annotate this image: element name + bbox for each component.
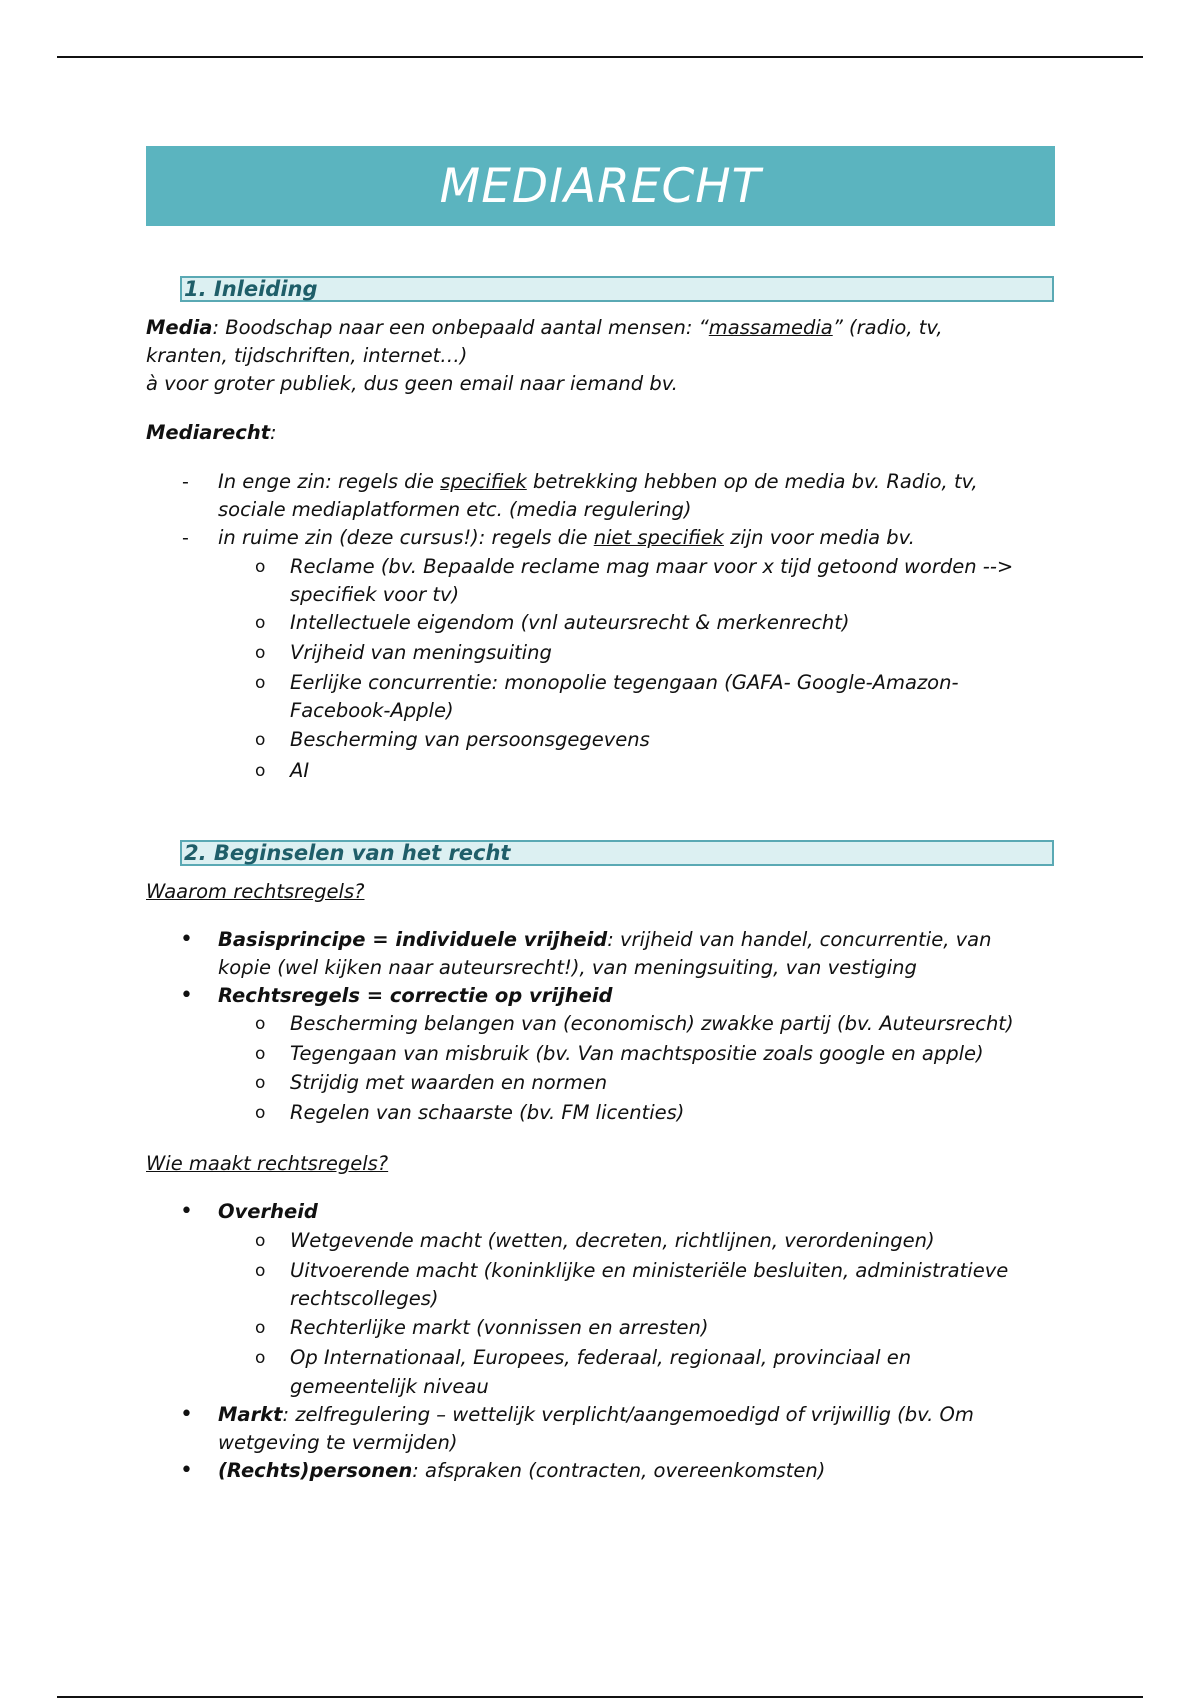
title-banner [146,146,1055,226]
rules-item: Strijdig met waarden en normen [290,1071,608,1094]
markt-item: Markt: zelfregulering – wettelijk verplicht/aangemoedigd of vrijwillig (bv. Om [218,1403,974,1426]
dash-marker: - [182,527,189,549]
who-heading: Wie maakt rechtsregels? [146,1152,389,1175]
mediarecht-term: Mediarecht: [146,421,277,444]
document-title: MEDIARECHT [439,158,762,214]
personen-item: (Rechts)personen: afspraken (contracten, overeenkomsten) [218,1459,826,1482]
section-heading-beginselen: 2. Beginselen van het recht [180,840,1054,866]
rules-item: Regelen van schaarste (bv. FM licenties) [290,1101,685,1124]
bullet-marker: • [180,1199,193,1224]
bullet-marker: • [180,1458,193,1483]
overheid-item: Wetgevende macht (wetten, decreten, richtlijnen, verordeningen) [290,1229,935,1252]
media-definition: Media: Boodschap naar een onbepaald aantal mensen: “massamedia” (radio, tv, [146,316,943,339]
sub-item: Reclame (bv. Bepaalde reclame mag maar voor x tijd getoond worden --> [290,555,1014,578]
narrow-definition: In enge zin: regels die specifiek betrekking hebben op de media bv. Radio, tv, [218,470,978,493]
sub-item-cont: Facebook-Apple) [290,699,454,722]
basis-principle: Basisprincipe = individuele vrijheid: vrijheid van handel, concurrentie, van [218,928,992,951]
circle-marker: o [255,673,266,693]
circle-marker: o [255,761,266,781]
bullet-marker: • [180,983,193,1008]
sub-item: Intellectuele eigendom (vnl auteursrecht & merkenrecht) [290,611,850,634]
bullet-marker: • [180,1402,193,1427]
sub-item: Bescherming van persoonsgegevens [290,728,650,751]
circle-marker: o [255,1073,266,1093]
circle-marker: o [255,1014,266,1034]
basis-principle-line2: kopie (wel kijken naar auteursrecht!), van meningsuiting, van vestiging [218,956,917,979]
overheid-term: Overheid [218,1200,318,1223]
sub-item-cont: specifiek voor tv) [290,583,460,606]
circle-marker: o [255,1318,266,1338]
circle-marker: o [255,1103,266,1123]
narrow-definition-line2: sociale mediaplatformen etc. (media regulering) [218,498,692,521]
header-rule [57,56,1143,58]
overheid-item: Op Internationaal, Europees, federaal, regionaal, provinciaal en [290,1346,912,1369]
bullet-marker: • [180,927,193,952]
overheid-item: Uitvoerende macht (koninklijke en ministeriële besluiten, administratieve [290,1259,1009,1282]
media-definition-line2: kranten, tijdschriften, internet…) [146,344,468,367]
section-heading-inleiding: 1. Inleiding [180,276,1054,302]
broad-definition: in ruime zin (deze cursus!): regels die niet specifiek zijn voor media bv. [218,526,915,549]
overheid-item: Rechterlijke markt (vonnissen en arresten) [290,1316,709,1339]
circle-marker: o [255,1231,266,1251]
circle-marker: o [255,1261,266,1281]
overheid-item-cont: rechtscolleges) [290,1287,439,1310]
rules-correction: Rechtsregels = correctie op vrijheid [218,984,613,1007]
circle-marker: o [255,557,266,577]
circle-marker: o [255,613,266,633]
rules-item: Tegengaan van misbruik (bv. Van machtspositie zoals google en apple) [290,1042,984,1065]
dash-marker: - [182,471,189,493]
circle-marker: o [255,1044,266,1064]
circle-marker: o [255,1348,266,1368]
footer-rule [57,1696,1143,1698]
sub-item: Eerlijke concurrentie: monopolie tegengaan (GAFA- Google-Amazon- [290,671,959,694]
sub-item: AI [290,759,310,782]
markt-item-line2: wetgeving te vermijden) [218,1431,458,1454]
rules-item: Bescherming belangen van (economisch) zwakke partij (bv. Auteursrecht) [290,1012,1014,1035]
sub-item: Vrijheid van meningsuiting [290,641,552,664]
circle-marker: o [255,730,266,750]
circle-marker: o [255,643,266,663]
overheid-item-cont: gemeentelijk niveau [290,1375,489,1398]
why-heading: Waarom rechtsregels? [146,880,365,903]
media-definition-line3: à voor groter publiek, dus geen email naar iemand bv. [146,372,678,395]
